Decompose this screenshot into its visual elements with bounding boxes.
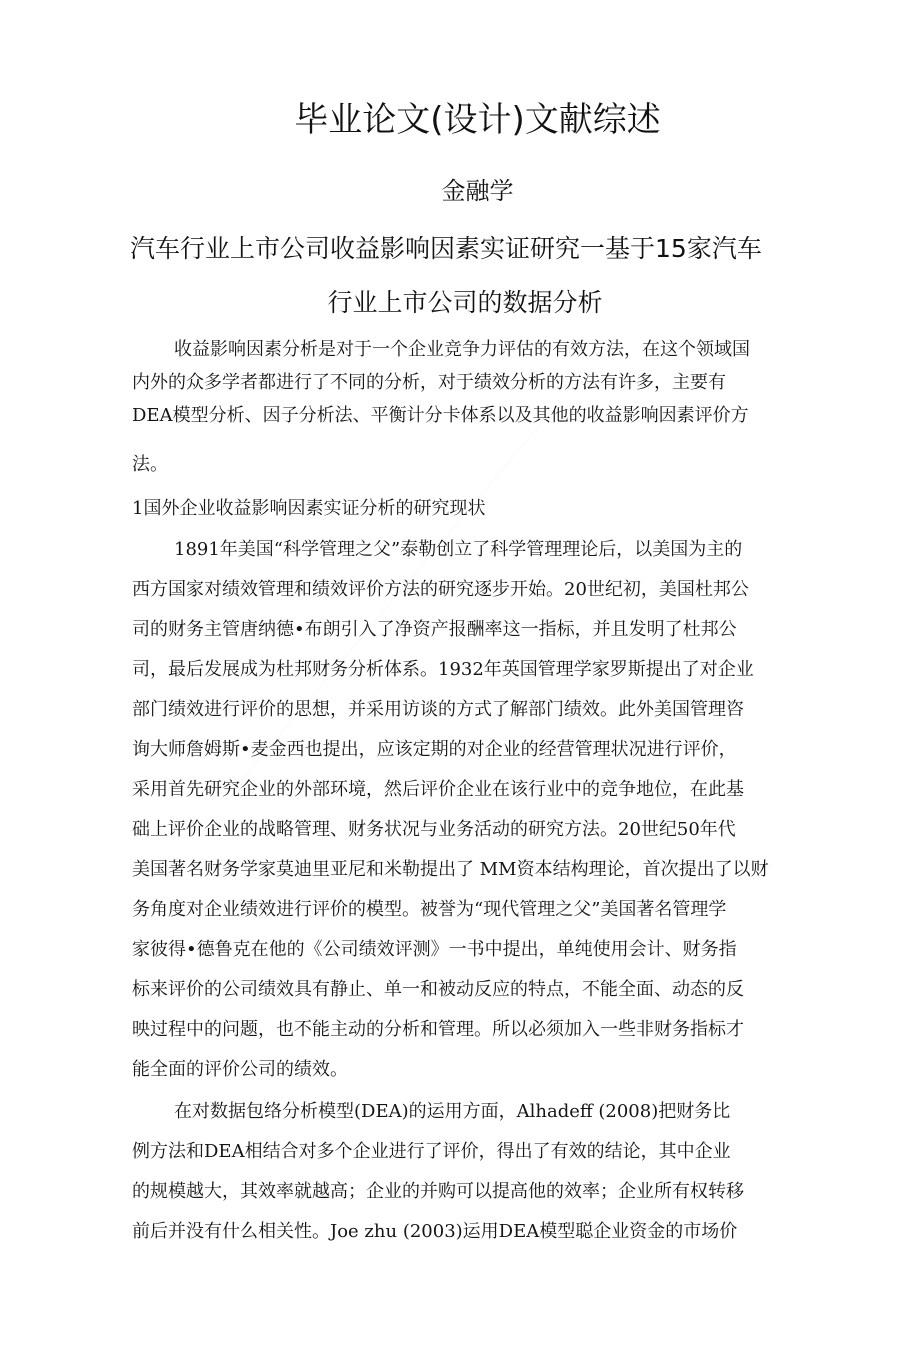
body-line: 础上评价企业的战略管理、财务状况与业务活动的研究方法。20世纪50年代 — [132, 819, 736, 840]
major-label: 金融学 — [441, 177, 514, 205]
thesis-subtitle-line-2: 行业上市公司的数据分析 — [327, 288, 603, 317]
body-line: 西方国家对绩效管理和绩效评价方法的研究逐步开始。20世纪初，美国杜邦公 — [132, 579, 749, 600]
body-line: 询大师詹姆斯•麦金西也提出，应该定期的对企业的经营管理状况进行评价， — [132, 739, 737, 760]
body-line: 司，最后发展成为杜邦财务分析体系。1932年英国管理学家罗斯提出了对企业 — [132, 659, 754, 680]
body-line: DEA模型分析、因子分析法、平衡计分卡体系以及其他的收益影响因素评价方 — [132, 405, 749, 426]
body-line: 映过程中的问题，也不能主动的分析和管理。所以必须加入一些非财务指标才 — [132, 1019, 744, 1040]
body-line: 内外的众多学者都进行了不同的分析，对于绩效分析的方法有许多，主要有 — [132, 372, 726, 393]
thesis-subtitle-line-1: 汽车行业上市公司收益影响因素实证研究一基于15家汽车 — [130, 234, 762, 263]
section-heading: 1国外企业收益影响因素实证分析的研究现状 — [132, 498, 486, 519]
body-line: 采用首先研究企业的外部环境，然后评价企业在该行业中的竞争地位，在此基 — [132, 779, 744, 800]
body-line: 务角度对企业绩效进行评价的模型。被誉为“现代管理之父”美国著名管理学 — [132, 899, 727, 920]
body-line: 收益影响因素分析是对于一个企业竞争力评估的有效方法，在这个领域国 — [174, 339, 750, 360]
body-line: 美国著名财务学家莫迪里亚尼和米勒提出了 MM资本结构理论，首次提出了以财 — [132, 859, 769, 880]
body-line: 前后并没有什么相关性。Joe zhu (2003)运用DEA模型聪企业资金的市场价 — [132, 1221, 738, 1242]
body-line: 例方法和DEA相结合对多个企业进行了评价，得出了有效的结论，其中企业 — [132, 1141, 731, 1162]
document-title: 毕业论文(设计)文献综述 — [294, 100, 661, 140]
body-line: 的规模越大，其效率就越高；企业的并购可以提高他的效率；企业所有权转移 — [132, 1181, 744, 1202]
body-line: 部门绩效进行评价的思想，并采用访谈的方式了解部门绩效。此外美国管理咨 — [132, 699, 744, 720]
body-line: 1891年美国“科学管理之父”泰勒创立了科学管理理论后，以美国为主的 — [174, 539, 743, 560]
body-line: 司的财务主管唐纳德•布朗引入了净资产报酬率这一指标，并且发明了杜邦公 — [132, 619, 737, 640]
body-line: 标来评价的公司绩效具有静止、单一和被动反应的特点，不能全面、动态的反 — [132, 979, 744, 1000]
body-line: 能全面的评价公司的绩效。 — [132, 1059, 348, 1080]
body-line: 家彼得•德鲁克在他的《公司绩效评测》一书中提出，单纯使用会计、财务指 — [132, 939, 737, 960]
body-line: 在对数据包络分析模型(DEA)的运用方面，Alhadeff (2008)把财务比 — [174, 1101, 731, 1122]
body-line: 法。 — [132, 454, 168, 475]
